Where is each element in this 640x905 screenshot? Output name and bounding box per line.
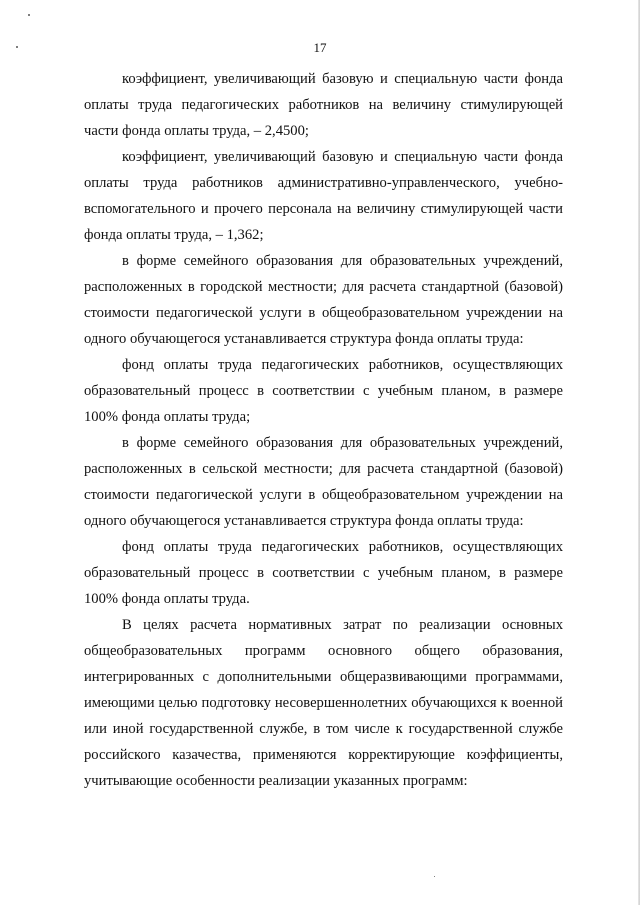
scan-speck xyxy=(434,876,435,877)
document-body xyxy=(84,66,563,794)
paragraph: коэффициент, увеличивающий базовую и специальную части фонда оплаты труда педагогических работников на величину стимулирующей части фонда оплаты труда, – 2,4500; xyxy=(84,71,563,139)
paragraph: в форме семейного образования для образовательных учреждений, расположенных в городской местности; для расчета стандартной (базовой) стоимости педагогической услуги в общеобразовательном учреждении на одного обучающегося устанавливается структура фонда оплаты труда: xyxy=(84,253,563,347)
paragraph: фонд оплаты труда педагогических работников, осуществляющих образовательный процесс в соответствии с учебным планом, в размере 100% фонда оплаты труда. xyxy=(84,539,563,607)
paragraph: коэффициент, увеличивающий базовую и специальную части фонда оплаты труда работников административно-управленческого, учебно-вспомогательного и прочего персонала на величину стимулирующей части фонда оплаты труда, – 1,362; xyxy=(84,149,563,243)
paragraph: В целях расчета нормативных затрат по реализации основных общеобразовательных программ основного общего образования, интегрированных с дополнительными общеразвивающими программами, имеющими целью подготовку несовершеннолетних обучающихся к военной или иной государственной службе, в том числе к государственной службе российского казачества, применяются корректирующие коэффициенты, учитывающие особенности реализации указанных программ: xyxy=(84,617,563,789)
paragraph: в форме семейного образования для образовательных учреждений, расположенных в сельской местности; для расчета стандартной (базовой) стоимости педагогической услуги в общеобразовательном учреждении на одного обучающегося устанавливается структура фонда оплаты труда: xyxy=(84,435,563,529)
paragraph: фонд оплаты труда педагогических работников, осуществляющих образовательный процесс в соответствии с учебным планом, в размере 100% фонда оплаты труда; xyxy=(84,357,563,425)
scan-speck xyxy=(28,14,30,16)
page-number: 17 xyxy=(313,40,327,55)
